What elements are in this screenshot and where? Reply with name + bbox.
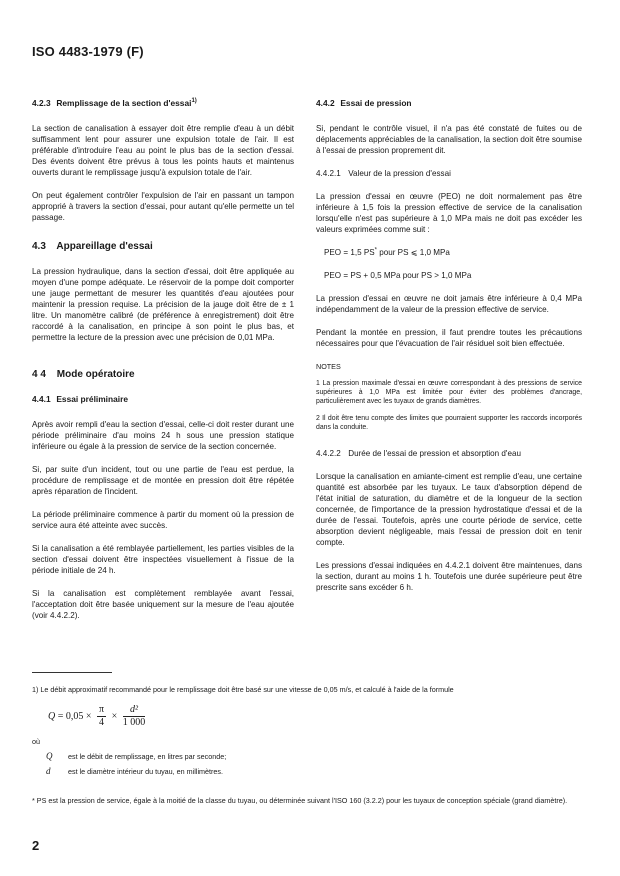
footnote-star: * PS est la pression de service, égale à la moitié de la classe du tuyau, ou déterminée suivant l'ISO 160 (3.2.2) pour les tuyaux de conception spéciale (grand diamètre). [32, 796, 568, 805]
paragraph: Les pressions d'essai indiquées en 4.4.2.1 doivent être maintenues, dans la section, durant au moins 1 h. Toutefois une durée supérieure peut être prescrite sans excéder 6 h. [316, 561, 582, 592]
paragraph: Si la canalisation est complètement remblayée avant l'essai, l'acceptation doit être basée uniquement sur la mesure de l'eau ajoutée (voir 4.4.2.2). [32, 589, 294, 620]
paragraph: Après avoir rempli d'eau la section d'essai, celle-ci doit rester durant une période préliminaire d'au moins 24 h sous une pression statique inférieure ou égale à la pression de service de la section concernée. [32, 420, 294, 451]
footnote-var-q: Q est le débit de remplissage, en litres par seconde; [46, 751, 227, 761]
paragraph: On peut également contrôler l'expulsion de l'air en passant un tampon approprié à travers la section d'essai, pour autant qu'elle permette un tel passage. [32, 191, 294, 222]
notes-heading: NOTES [316, 362, 341, 371]
page-number: 2 [32, 838, 40, 853]
paragraph: Lorsque la canalisation en amiante-ciment est remplie d'eau, une certaine quantité est absorbée par les tuyaux. Le taux d'absorption dépend de l'état initial de saturation, du diamètre et de la longueur de la section concernée, de l'importance de la pression hydrostatique d'essai et de la durée de l'essai. Toutefois, après une courte période de service, cette absorption devient négligeable, mais l'essai de pression doit en tenir compte. [316, 472, 582, 547]
paragraph: Si, par suite d'un incident, tout ou une partie de l'eau est perdue, la procédure de remplissage et de montée en pression doit être répétée après réparation de l'incident. [32, 465, 294, 496]
footnote-1: 1) Le débit approximatif recommandé pour le remplissage doit être basé sur une vitesse de 0,05 m/s, et calculé à l'aide de la formule [32, 685, 454, 694]
paragraph: Pendant la montée en pression, il faut prendre toutes les précautions nécessaires pour que l'évacuation de l'air résiduel soit bien effectuée. [316, 328, 582, 348]
note: 2 Il doit être tenu compte des limites que pourraient supporter les raccords incorporés dans la conduite. [316, 415, 582, 431]
paragraph: Si la canalisation a été remblayée partiellement, les parties visibles de la section d'essai doivent être inspectées visuellement à l'issue de la période initiale de 24 h. [32, 544, 294, 575]
heading-4-4-2-1: 4.4.2.1 Valeur de la pression d'essai [316, 169, 451, 178]
heading-4-4: 4 4 Mode opératoire [32, 369, 135, 380]
heading-4-2-3: 4.2.3 Remplissage de la section d'essai$^{1)}$ [32, 98, 197, 108]
formula-line: PEO = PS + 0,5 MPa pour PS > 1,0 MPa [324, 271, 472, 280]
paragraph: La période préliminaire commence à partir du moment où la pression de service aura été atteinte avec succès. [32, 510, 294, 530]
left-column [32, 98, 294, 633]
paragraph: La section de canalisation à essayer doit être remplie d'eau à un débit suffisamment lent pour assurer une expulsion totale de l'air. Il est préférable d'introduire l'eau au point le plus bas de la section d'essai. Des évents doivent être prévus à tous les points hauts et maintenus ouverts durant le remplissage jusqu'à expulsion totale de l'air. [32, 124, 294, 177]
paragraph: La pression d'essai en œuvre (PEO) ne doit normalement pas être inférieure à 1,5 fois la pression effective de service de la canalisation lorsqu'elle n'est pas supérieure à 1,0 MPa mais ne doit pas excéder les valeurs exprimées comme suit : [316, 192, 582, 234]
paragraph: Si, pendant le contrôle visuel, il n'a pas été constaté de fuites ou de déplacements appréciables de la canalisation, la section doit être soumise à l'essai de pression proprement dit. [316, 124, 582, 155]
footnote-var-d: d est le diamètre intérieur du tuyau, en millimètres. [46, 766, 223, 776]
paragraph: La pression hydraulique, dans la section d'essai, doit être appliquée au moyen d'une pompe adéquate. Le réservoir de la pompe doit comporter une jauge permettant de mesurer les quantités d'eau ajoutées pour maintenir la pression requise. La précision de la jauge doit être de ± 1 litre. Un manomètre calibré (de préférence à enregistrement) doit être raccordé à la canalisation, en principe à son point le plus bas, et permettre la lecture de la pression avec une précision de 0,01 MPa. [32, 267, 294, 342]
paragraph: La pression d'essai en œuvre ne doit jamais être inférieure à 0,4 MPa indépendamment de la valeur de la pression effective de service. [316, 294, 582, 314]
flow-formula: Q = 0,05 × $\frac{\pi}{4}$ × $\frac{\text{d²}}{1 000}$ [48, 704, 146, 728]
formula-line: PEO = 1,5 PS* pour PS ⩽ 1,0 MPa [324, 247, 450, 257]
right-column [316, 98, 582, 605]
heading-4-4-2-2: 4.4.2.2 Durée de l'essai de pression et absorption d'eau [316, 449, 521, 458]
note: 1 La pression maximale d'essai en œuvre correspondant à des pressions de service supérieures à 1,0 MPa est limitée pour éviter des problèmes d'ancrage, particulièrement avec les tuyaux de grands diamètres. [316, 380, 582, 405]
footnote-divider [32, 672, 112, 673]
heading-4-4-2: 4.4.2 Essai de pression [316, 98, 412, 108]
footnote-where: où [32, 737, 40, 746]
document-header: ISO 4483-1979 (F) [32, 44, 144, 59]
heading-4-3: 4.3 Appareillage d'essai [32, 241, 153, 252]
heading-4-4-1: 4.4.1 Essai préliminaire [32, 394, 129, 404]
